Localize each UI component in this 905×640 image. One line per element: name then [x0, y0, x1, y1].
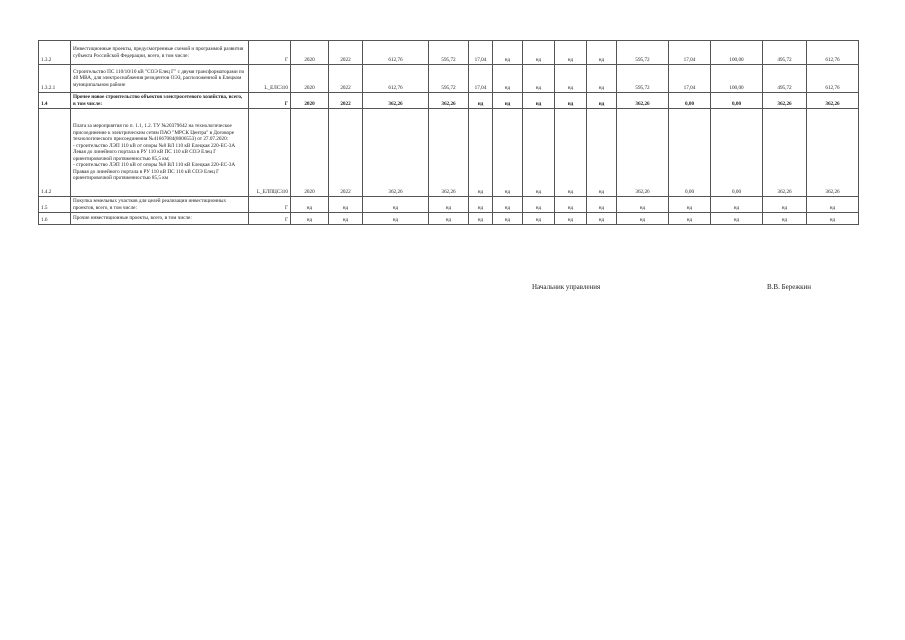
- cell-c1: нд: [363, 213, 429, 225]
- cell-c9: 17,04: [669, 41, 711, 65]
- cell-c7: нд: [587, 109, 617, 197]
- cell-start: 2020: [291, 109, 329, 197]
- cell-c7: нд: [587, 213, 617, 225]
- cell-c11: 362,26: [763, 109, 807, 197]
- cell-c12: 362,26: [807, 109, 859, 197]
- cell-c2: 362,26: [429, 109, 469, 197]
- cell-c5: нд: [523, 41, 555, 65]
- cell-end: нд: [329, 213, 363, 225]
- cell-name: Инвестиционные проекты, предусмотренные схемой и программой развития субъекта Российской Федерации, всего, в том числе:: [71, 41, 249, 65]
- cell-c12: нд: [807, 197, 859, 213]
- cell-c9: 0,00: [669, 109, 711, 197]
- cell-c5: нд: [523, 213, 555, 225]
- cell-c1: нд: [363, 197, 429, 213]
- cell-c2: нд: [429, 213, 469, 225]
- cell-c2: 362,26: [429, 93, 469, 109]
- cell-c11: нд: [763, 213, 807, 225]
- cell-c8: 595,72: [617, 65, 669, 93]
- cell-name: Прочее новое строительство объектов электросетевого хозяйства, всего, в том числе:: [71, 93, 249, 109]
- cell-c5: нд: [523, 93, 555, 109]
- cell-c6: нд: [555, 65, 587, 93]
- cell-c8: нд: [617, 213, 669, 225]
- cell-c3: 17,04: [469, 41, 493, 65]
- cell-c10: нд: [711, 197, 763, 213]
- cell-c4: нд: [493, 65, 523, 93]
- table-row: [39, 109, 859, 197]
- cell-num: 1.4: [39, 93, 71, 109]
- cell-c10: 100,00: [711, 65, 763, 93]
- cell-end: 2022: [329, 93, 363, 109]
- cell-name: Покупка земельных участков для целей реализации инвестиционных проектов, всего, в том числе:: [71, 197, 249, 213]
- cell-c3: нд: [469, 93, 493, 109]
- cell-c12: 612,76: [807, 65, 859, 93]
- cell-c12: 612,76: [807, 41, 859, 65]
- cell-c1: 612,76: [363, 41, 429, 65]
- cell-c5: нд: [523, 197, 555, 213]
- cell-c11: 362,26: [763, 93, 807, 109]
- table-row: [39, 41, 859, 65]
- cell-c3: 17,04: [469, 65, 493, 93]
- cell-code: L_ЕЛС310: [249, 65, 291, 93]
- cell-start: 2020: [291, 41, 329, 65]
- cell-c3: нд: [469, 197, 493, 213]
- cell-start: нд: [291, 213, 329, 225]
- cell-end: нд: [329, 197, 363, 213]
- cell-c8: 595,72: [617, 41, 669, 65]
- cell-c6: нд: [555, 41, 587, 65]
- cell-c2: 595,72: [429, 41, 469, 65]
- cell-c8: нд: [617, 197, 669, 213]
- cell-c10: 0,00: [711, 109, 763, 197]
- cell-c11: 495,72: [763, 41, 807, 65]
- investment-table: [38, 40, 859, 225]
- cell-c4: нд: [493, 197, 523, 213]
- cell-c4: нд: [493, 109, 523, 197]
- cell-num: 1.4.2: [39, 109, 71, 197]
- table-row: [39, 65, 859, 93]
- cell-c11: 495,72: [763, 65, 807, 93]
- cell-c5: нд: [523, 109, 555, 197]
- cell-c9: 0,00: [669, 93, 711, 109]
- cell-code: Г: [249, 213, 291, 225]
- cell-c2: нд: [429, 197, 469, 213]
- cell-c8: 362,26: [617, 109, 669, 197]
- cell-c3: нд: [469, 213, 493, 225]
- table-row: [39, 197, 859, 213]
- cell-c1: 362,26: [363, 93, 429, 109]
- cell-end: 2022: [329, 109, 363, 197]
- signature-position: Начальник управления: [532, 283, 601, 291]
- cell-name: Прочие инвестиционные проекты, всего, в том числе:: [71, 213, 249, 225]
- cell-code: Г: [249, 197, 291, 213]
- cell-c3: нд: [469, 109, 493, 197]
- cell-c9: 17,04: [669, 65, 711, 93]
- cell-c12: нд: [807, 213, 859, 225]
- cell-c7: нд: [587, 41, 617, 65]
- cell-num: 1.3.2: [39, 41, 71, 65]
- cell-c4: нд: [493, 213, 523, 225]
- cell-c6: нд: [555, 93, 587, 109]
- cell-c1: 362,26: [363, 109, 429, 197]
- cell-c10: 100,00: [711, 41, 763, 65]
- cell-c7: нд: [587, 197, 617, 213]
- cell-num: 1.5: [39, 197, 71, 213]
- cell-c7: нд: [587, 93, 617, 109]
- table-row: [39, 93, 859, 109]
- cell-num: 1.3.2.1: [39, 65, 71, 93]
- table-row: [39, 213, 859, 225]
- cell-c7: нд: [587, 65, 617, 93]
- cell-c10: нд: [711, 213, 763, 225]
- cell-c11: нд: [763, 197, 807, 213]
- cell-num: 1.6: [39, 213, 71, 225]
- cell-c6: нд: [555, 197, 587, 213]
- cell-end: 2022: [329, 41, 363, 65]
- signature-person: В.В. Бережкин: [767, 283, 812, 291]
- cell-start: 2020: [291, 65, 329, 93]
- cell-code: L_ЕЛПЦС310: [249, 109, 291, 197]
- cell-c8: 362,26: [617, 93, 669, 109]
- cell-c9: нд: [669, 213, 711, 225]
- cell-c4: нд: [493, 41, 523, 65]
- cell-code: Г: [249, 93, 291, 109]
- cell-c6: нд: [555, 109, 587, 197]
- cell-c5: нд: [523, 65, 555, 93]
- cell-c9: нд: [669, 197, 711, 213]
- cell-start: 2020: [291, 93, 329, 109]
- cell-name: Строительство ПС 110/10/10 кВ "СОЭ Елец Г" с двумя трансформаторами по 40 МВА, для электроснабжения резидентов ОЭЗ, расположенной в Елецком муниципальном районе: [71, 65, 249, 93]
- cell-end: 2022: [329, 65, 363, 93]
- cell-c4: нд: [493, 93, 523, 109]
- cell-start: нд: [291, 197, 329, 213]
- cell-c1: 612,76: [363, 65, 429, 93]
- cell-c12: 362,26: [807, 93, 859, 109]
- cell-c6: нд: [555, 213, 587, 225]
- cell-code: Г: [249, 41, 291, 65]
- cell-c10: 0,00: [711, 93, 763, 109]
- cell-c2: 595,72: [429, 65, 469, 93]
- cell-name: Плата за мероприятия по п. 1.1, 1.2. ТУ №20379642 на технологическое присоединение к электрическим сетям ПАО "МРСК Центра" в Договоре технологического присоединения №41667084(8006553) от 27.07.2020: - строительство ЛЭП 110 кВ от опоры №8 ВЛ 110 кВ Елецкая 220-ЕС-3А Левая до линейного портала в РУ 110 кВ ПС 110 кВ СОЭ Елец Г ориентировочной протяженностью 85,5 км; - строительство ЛЭП 110 кВ от опоры №8 ВЛ 110 кВ Елецкая 220-ЕС-3А Правая до линейного портала в РУ 110 кВ ПС 110 кВ СОЭ Елец Г ориентировочной протяженностью 85,5 км: [71, 109, 249, 197]
